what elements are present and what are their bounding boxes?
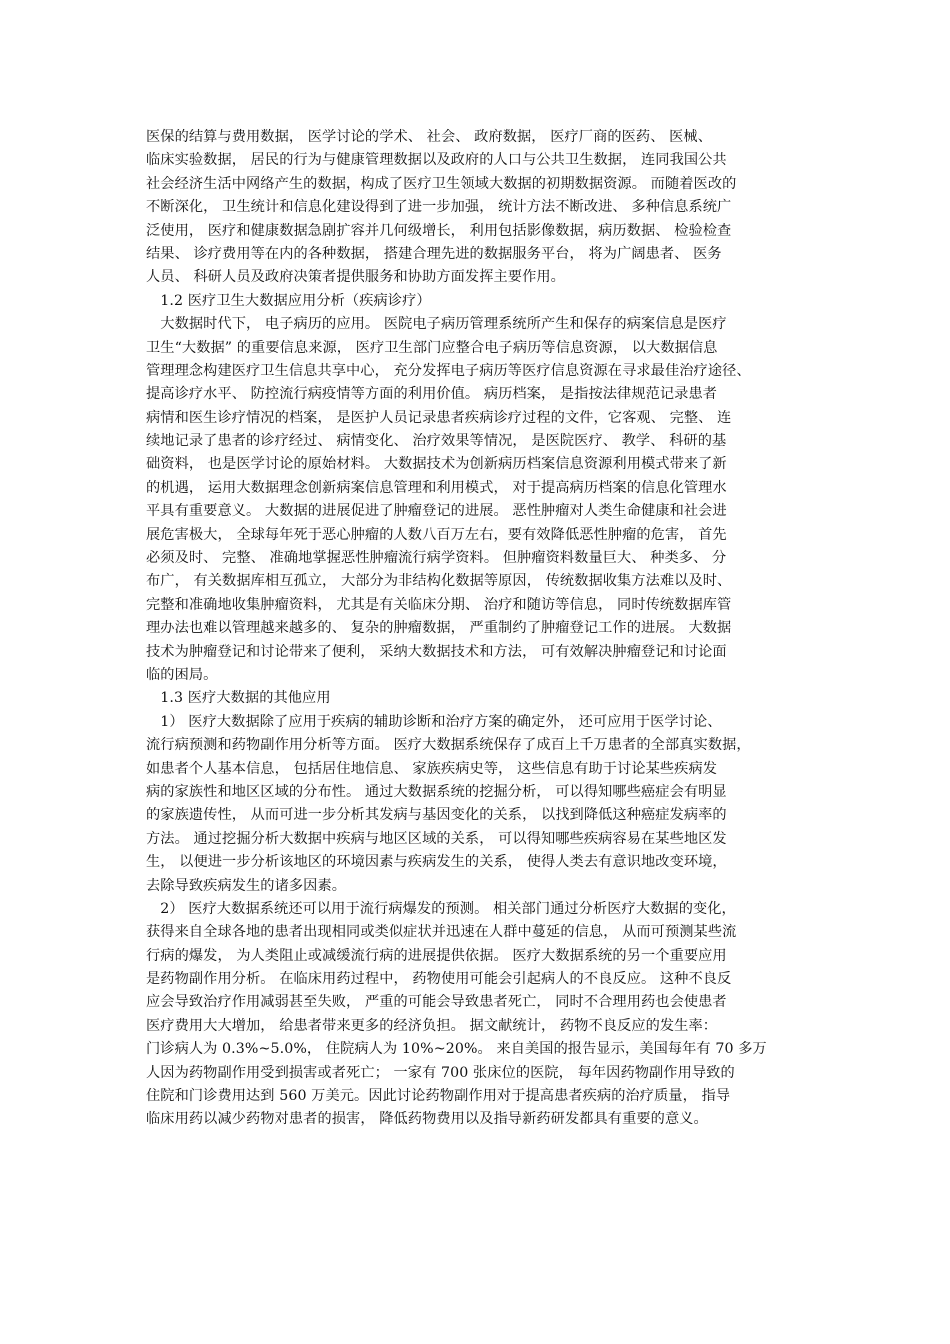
text-line: 卫生“大数据” 的重要信息来源， 医疗卫生部门应整合电子病历等信息资源， 以大数据信息: [146, 339, 718, 356]
text-line: 大数据时代下， 电子病历的应用。 医院电子病历管理系统所产生和保存的病案信息是医疗: [146, 316, 727, 333]
text-line: 生， 以便进一步分析该地区的环境因素与疾病发生的关系， 使得人类去有意识地改变环境，: [146, 854, 727, 871]
text-line: 医保的结算与费用数据， 医学讨论的学术、 社会、 政府数据， 医疗厂商的医药、 医械、: [146, 129, 712, 145]
text-line: 管理理念构建医疗卫生信息共享中心， 充分发挥电子病历等医疗信息资源在寻求最佳治疗途径、: [146, 362, 751, 379]
text-line: 方法。 通过挖掘分析大数据中疾病与地区区域的关系， 可以得知哪些疾病容易在某些地区发: [146, 830, 727, 847]
text-line: 础资料， 也是医学讨论的原始材料。 大数据技术为创新病历档案信息资源利用模式带来了新: [146, 456, 727, 473]
text-line: 是药物副作用分析。 在临床用药过程中， 药物使用可能会引起病人的不良反应。 这种不良反: [146, 971, 732, 988]
text-line: 人因为药物副作用受到损害或者死亡； 一家有 700 张床位的医院， 每年因药物副作用导致的: [146, 1064, 735, 1081]
text-line: 结果、 诊疗费用等在内的各种数据， 搭建合理先进的数据服务平台， 将为广阔患者、 医务: [146, 245, 722, 262]
text-line: 2） 医疗大数据系统还可以用于流行病爆发的预测。 相关部门通过分析医疗大数据的变化，: [146, 900, 736, 917]
text-line: 人员、 科研人员及政府决策者提供服务和协助方面发挥主要作用。: [146, 269, 565, 286]
text-line: 提高诊疗水平、 防控流行病疫情等方面的利用价值。 病历档案， 是指按法律规范记录患者: [146, 386, 718, 403]
text-line: 应会导致治疗作用减弱甚至失败， 严重的可能会导致患者死亡， 同时不合理用药也会使患者: [146, 994, 727, 1011]
text-line: 病的家族性和地区区域的分布性。 通过大数据系统的挖掘分析， 可以得知哪些癌症会有明显: [146, 783, 727, 800]
text-line: 1.2 医疗卫生大数据应用分析（疾病诊疗）: [146, 292, 431, 309]
text-line: 完整和准确地收集肿瘤资料， 尤其是有关临床分期、 治疗和随访等信息， 同时传统数据库管: [146, 596, 732, 613]
text-line: 临的困局。: [146, 666, 218, 683]
text-line: 理办法也难以管理越来越多的、 复杂的肿瘤数据， 严重制约了肿瘤登记工作的进展。 大数据: [146, 620, 732, 637]
text-line: 临床用药以减少药物对患者的损害， 降低药物费用以及指导新药研发都具有重要的意义。: [146, 1111, 708, 1128]
text-line: 住院和门诊费用达到 560 万美元。因此讨论药物副作用对于提高患者疾病的治疗质量， 指导: [146, 1088, 731, 1105]
text-line: 布广， 有关数据库相互孤立， 大部分为非结构化数据等原因， 传统数据收集方法难以及时、: [146, 573, 732, 590]
text-line: 获得来自全球各地的患者出现相同或类似症状并迅速在人群中蔓延的信息， 从而可预测某些流: [146, 924, 737, 941]
text-line: 展危害极大， 全球每年死于恶心肿瘤的人数八百万左右，要有效降低恶性肿瘤的危害， 首先: [146, 526, 727, 543]
text-line: 流行病预测和药物副作用分析等方面。 医疗大数据系统保存了成百上千万患者的全部真实数据，: [146, 737, 751, 754]
text-line: 病情和医生诊疗情况的档案， 是医护人员记录患者疾病诊疗过程的文件，它客观、 完整、 连: [146, 409, 732, 426]
document-body: [146, 126, 826, 1132]
text-line: 临床实验数据， 居民的行为与健康管理数据以及政府的人口与公共卫生数据， 连同我国公共: [146, 152, 727, 169]
text-line: 1） 医疗大数据除了应用于疾病的辅助诊断和治疗方案的确定外， 还可应用于医学讨论、: [146, 713, 722, 730]
text-line: 不断深化， 卫生统计和信息化建设得到了进一步加强， 统计方法不断改进、 多种信息系统广: [146, 199, 732, 216]
text-line: 的家族遗传性， 从而可进一步分析其发病与基因变化的关系， 以找到降低这种癌症发病率的: [146, 807, 727, 824]
text-line: 如患者个人基本信息， 包括居住地信息、 家族疾病史等， 这些信息有助于讨论某些疾病发: [146, 760, 718, 777]
text-line: 去除导致疾病发生的诸多因素。: [146, 877, 347, 894]
text-line: 续地记录了患者的诊疗经过、 病情变化、 治疗效果等情况， 是医院医疗、 教学、 科研的基: [146, 433, 727, 450]
text-line: 社会经济生活中网络产生的数据，构成了医疗卫生领域大数据的初期数据资源。 而随着医改的: [146, 175, 737, 192]
text-line: 泛使用， 医疗和健康数据急剧扩容并几何级增长， 利用包括影像数据，病历数据、 检验检查: [146, 222, 732, 239]
text-line: 技术为肿瘤登记和讨论带来了便利， 采纳大数据技术和方法， 可有效解决肿瘤登记和讨论面: [146, 643, 727, 660]
text-line: 平具有重要意义。 大数据的进展促进了肿瘤登记的进展。 恶性肿瘤对人类生命健康和社会进: [146, 503, 727, 520]
text-line: 门诊病人为 0.3%~5.0%， 住院病人为 10%~20%。 来自美国的报告显示，美国每年有 70 多万: [146, 1041, 767, 1058]
text-line: 医疗费用大大增加， 给患者带来更多的经济负担。 据文献统计， 药物不良反应的发生率：: [146, 1017, 718, 1034]
text-line: 必须及时、 完整、 准确地掌握恶性肿瘤流行病学资料。 但肿瘤资料数量巨大、 种类多、 分: [146, 550, 727, 567]
text-line: 的机遇， 运用大数据理念创新病案信息管理和利用模式， 对于提高病历档案的信息化管理水: [146, 479, 727, 496]
text-line: 1.3 医疗大数据的其他应用: [146, 690, 331, 707]
text-line: 行病的爆发， 为人类阻止或减缓流行病的进展提供依据。 医疗大数据系统的另一个重要应用: [146, 947, 727, 964]
